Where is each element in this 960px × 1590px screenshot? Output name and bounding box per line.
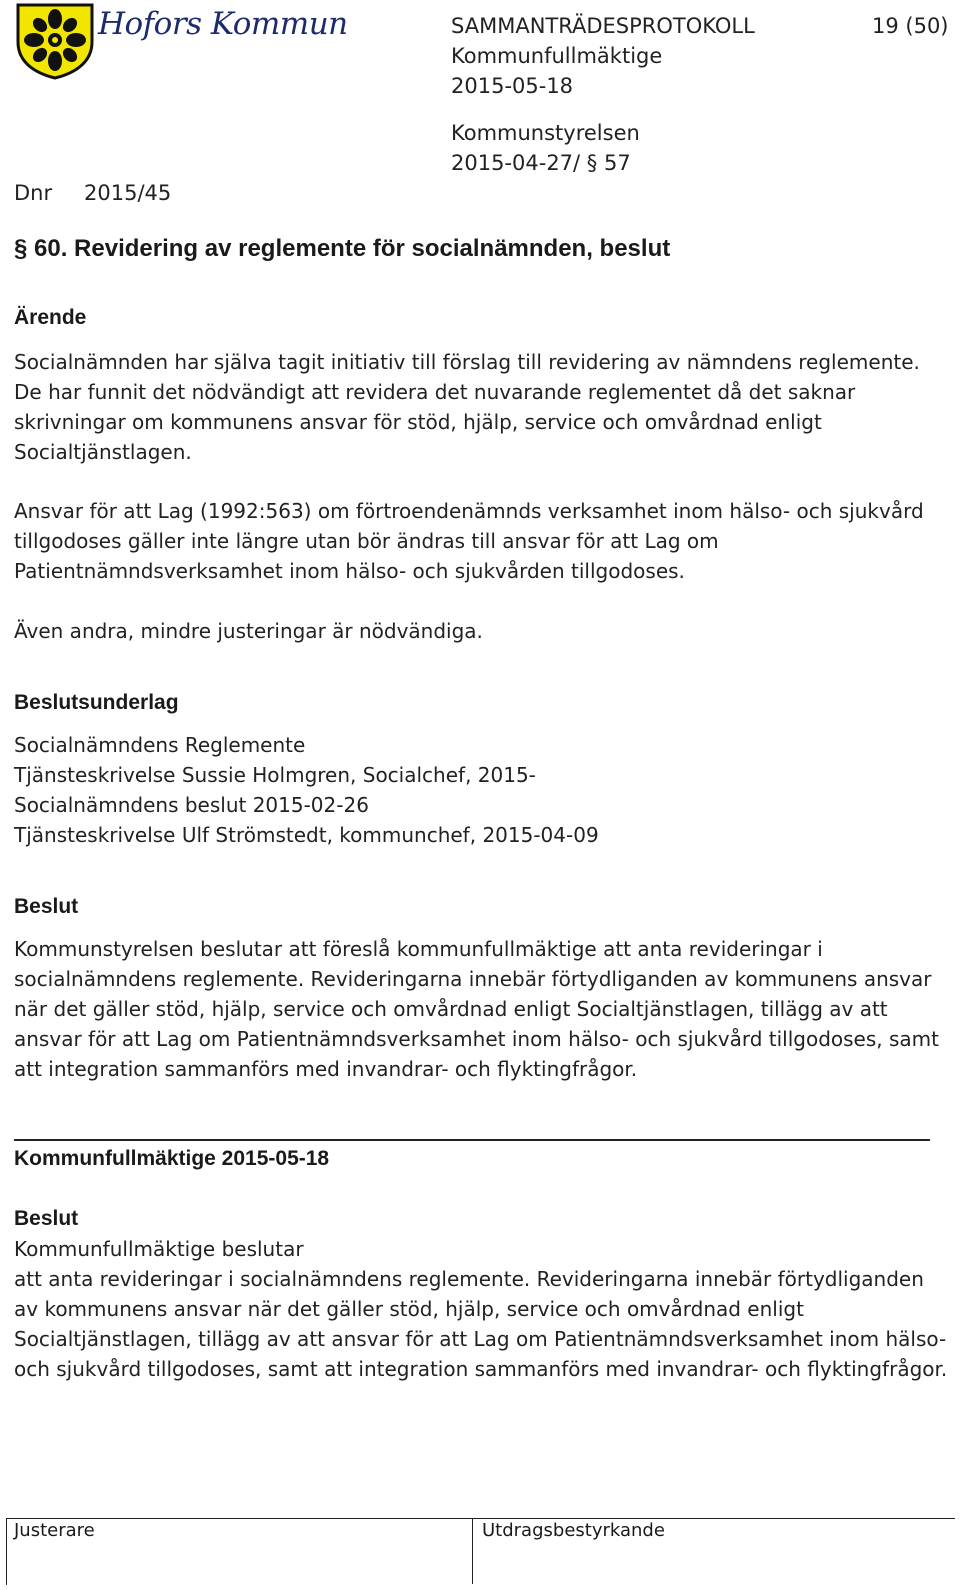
list-item: Socialnämndens beslut 2015-02-26 bbox=[14, 793, 369, 817]
page-title: § 60. Revidering av reglemente för socialnämnden, beslut bbox=[14, 235, 671, 262]
origin-reference: 2015-04-27/ § 57 bbox=[451, 151, 631, 175]
kf-beslut-text bbox=[14, 1264, 948, 1384]
arende-paragraph-1 bbox=[14, 347, 944, 467]
list-item: Socialnämndens Reglemente bbox=[14, 733, 306, 757]
kf-intro: Kommunfullmäktige beslutar bbox=[14, 1237, 304, 1261]
origin-body: Kommunstyrelsen bbox=[451, 121, 640, 145]
arende-paragraph-2 bbox=[14, 496, 944, 586]
text-line: tillgodoses gäller inte längre utan bör ändras till ansvar för att Lag om bbox=[14, 529, 719, 553]
page-number: 19 (50) bbox=[872, 14, 949, 38]
signature-divider bbox=[472, 1518, 473, 1584]
text-line: att integration sammanförs med invandrar- och flyktingfrågor. bbox=[14, 1057, 638, 1081]
beslut-ks-text bbox=[14, 934, 944, 1084]
text-line: Ansvar för att Lag (1992:563) om förtroendenämnds verksamhet inom hälso- och sjukvård bbox=[14, 499, 924, 523]
text-line: Kommunstyrelsen beslutar att föreslå kommunfullmäktige att anta revideringar i bbox=[14, 937, 823, 961]
dnr-label: Dnr bbox=[14, 181, 53, 205]
text-line: ansvar för att Lag om Patientnämndsverksamhet inom hälso- och sjukvård tillgodoses, samt bbox=[14, 1027, 939, 1051]
text-line: Socialnämnden har själva tagit initiativ till förslag till revidering av nämndens reglemente. bbox=[14, 350, 920, 374]
section-heading-arende: Ärende bbox=[14, 306, 87, 329]
section-heading-kf: Kommunfullmäktige 2015-05-18 bbox=[14, 1147, 330, 1170]
text-line: och sjukvård tillgodoses, samt att integration sammanförs med invandrar- och flyktingfrågor. bbox=[14, 1357, 948, 1381]
meeting-body: Kommunfullmäktige bbox=[451, 44, 663, 68]
section-heading-beslutsunderlag: Beslutsunderlag bbox=[14, 691, 179, 714]
document-type: SAMMANTRÄDESPROTOKOLL bbox=[451, 14, 755, 38]
arende-paragraph-3: Även andra, mindre justeringar är nödvändiga. bbox=[14, 619, 483, 643]
section-heading-beslut: Beslut bbox=[14, 895, 79, 918]
hofors-coat-of-arms-icon bbox=[14, 2, 96, 80]
text-line: skrivningar om kommunens ansvar för stöd, hjälp, service och omvårdnad enligt bbox=[14, 410, 822, 434]
text-line: att anta revideringar i socialnämndens reglemente. Revideringarna innebär förtydliganden bbox=[14, 1267, 924, 1291]
text-line: De har funnit det nödvändigt att revidera det nuvarande reglementet då det saknar bbox=[14, 380, 856, 404]
utdragsbestyrkande-label: Utdragsbestyrkande bbox=[482, 1520, 665, 1541]
beslutsunderlag-list bbox=[14, 730, 944, 850]
meeting-date: 2015-05-18 bbox=[451, 74, 574, 98]
text-line: Socialtjänstlagen, tillägg av att ansvar för att Lag om Patientnämndsverksamhet inom hälso- bbox=[14, 1327, 947, 1351]
signature-box bbox=[6, 1518, 955, 1585]
section-divider bbox=[14, 1139, 930, 1141]
text-line: Patientnämndsverksamhet inom hälso- och sjukvården tillgodoses. bbox=[14, 559, 685, 583]
text-line: av kommunens ansvar när det gäller stöd, hjälp, service och omvårdnad enligt bbox=[14, 1297, 804, 1321]
list-item: Tjänsteskrivelse Sussie Holmgren, Socialchef, 2015- bbox=[14, 763, 536, 787]
dnr-value: 2015/45 bbox=[84, 181, 172, 205]
section-heading-kf-beslut: Beslut bbox=[14, 1207, 79, 1230]
text-line: socialnämndens reglemente. Revideringarna innebär förtydliganden av kommunens ansvar bbox=[14, 967, 932, 991]
list-item: Tjänsteskrivelse Ulf Strömstedt, kommunchef, 2015-04-09 bbox=[14, 823, 599, 847]
org-wordmark: Hofors Kommun bbox=[98, 6, 348, 42]
text-line: Socialtjänstlagen. bbox=[14, 440, 192, 464]
justerare-label: Justerare bbox=[14, 1520, 95, 1541]
text-line: när det gäller stöd, hjälp, service och omvårdnad enligt Socialtjänstlagen, tillägg av att bbox=[14, 997, 888, 1021]
